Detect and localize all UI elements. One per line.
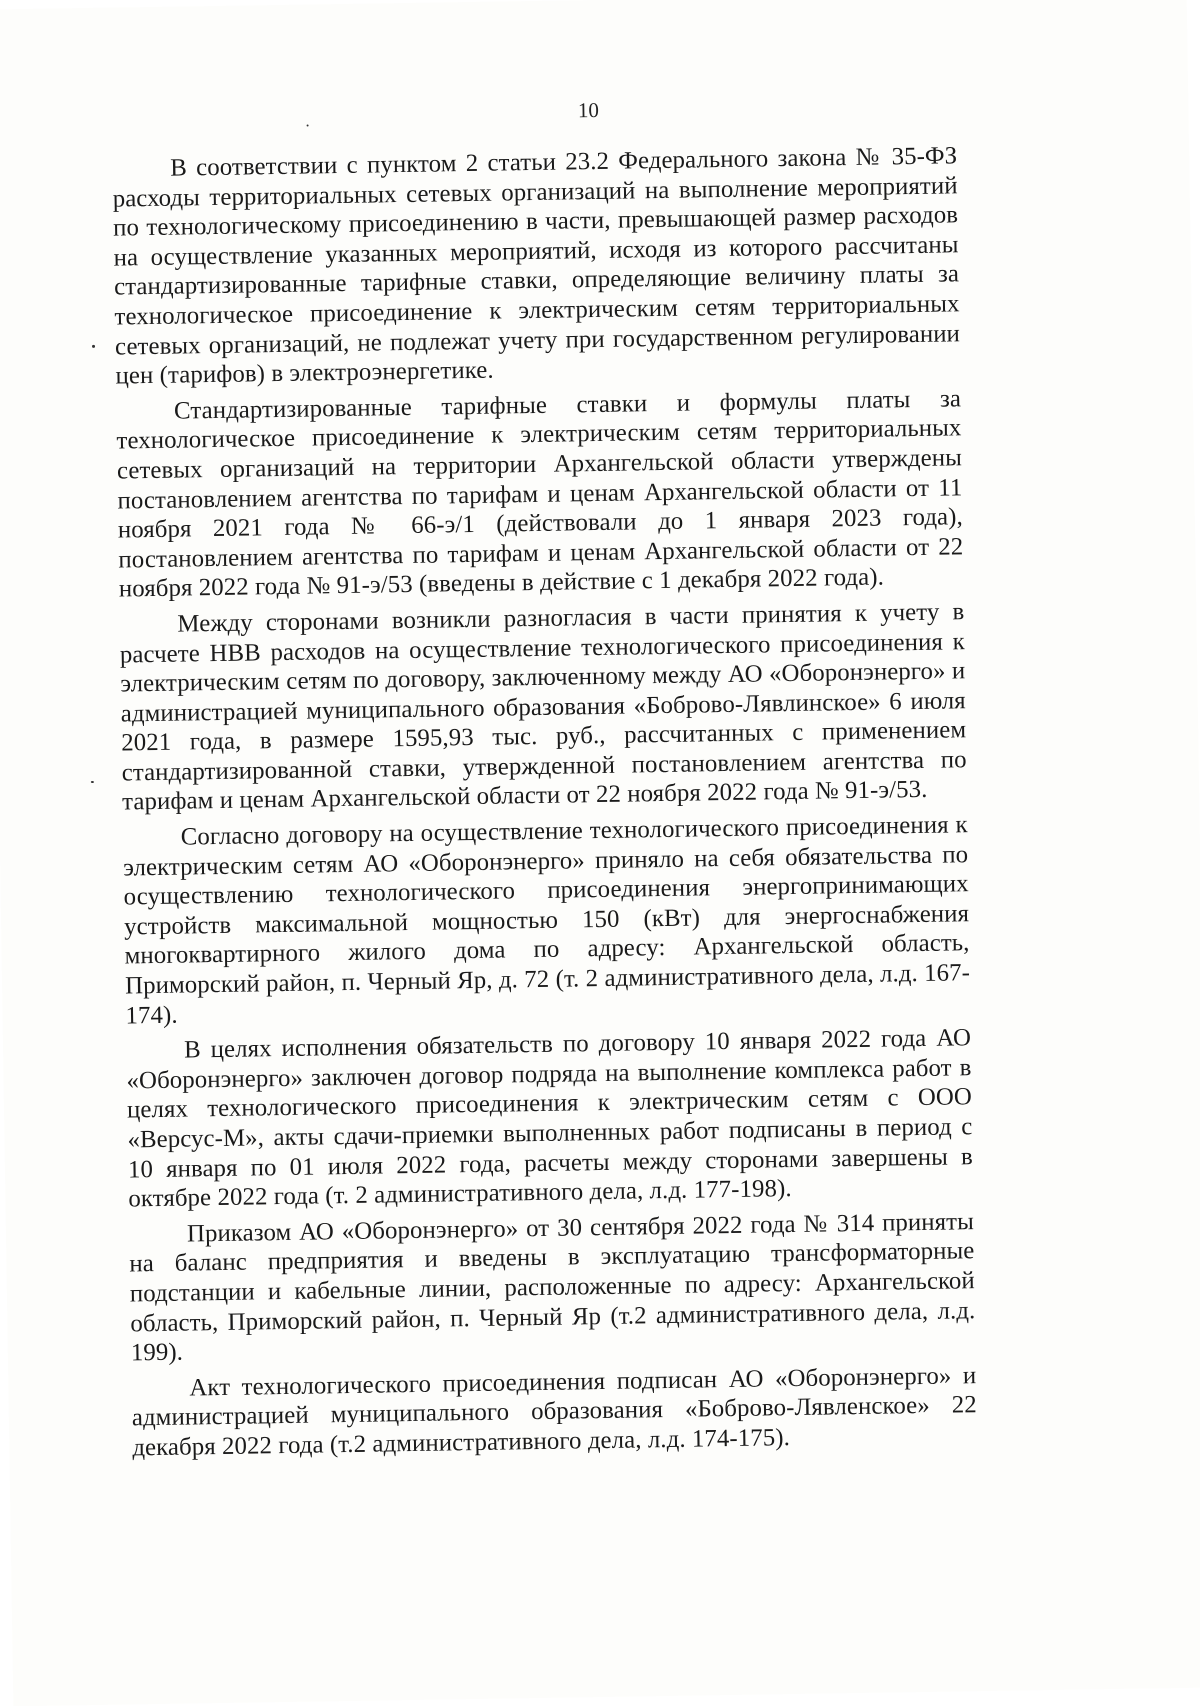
paragraph-1: В соответствии с пунктом 2 статьи 23.2 Федерального закона № 35-ФЗ расходы территориальных сетевых организаций на выполнение мероприятий по технологическому присоединению в части, превышающей размер расходов на осуществление указанных мероприятий, исходя из которого рассчитаны стандартизированные тарифные ставки, определяющие величину платы за технологическое присоединение к электрическим сетям территориальных сетевых организаций, не подлежат учету при государственном регулировании цен (тарифов) в электроэнергетике.	[112, 142, 961, 390]
paragraph-7: Акт технологического присоединения подписан АО «Оборонэнерго» и администрацией муниципального образования «Боброво-Лявленское» 22 декабря 2022 года (т.2 административного дела, л.д. 174-175).	[131, 1361, 977, 1462]
paragraph-5: В целях исполнения обязательств по договору 10 января 2022 года АО «Оборонэнерго» заключен договор подряда на выполнение комплекса работ в целях технологического присоединения к электрическим сетям с ООО «Версус-М», акты сдачи-приемки выполненных работ подписаны в период с 10 января по 01 июля 2022 года, расчеты между сторонами завершены в октябре 2022 года (т. 2 административного дела, л.д. 177-198).	[126, 1024, 974, 1213]
paragraph-4: Согласно договору на осуществление технологического присоединения к электрическим сетям АО «Оборонэнерго» приняло на себя обязательства по осуществлению технологического присоединения энергопринимающих устройств максимальной мощностью 150 (кВт) для энергоснабжения многоквартирного жилого дома по адресу: Архангельской область, Приморский район, п. Черный Яр, д. 72 (т. 2 административного дела, л.д. 167-174).	[123, 811, 971, 1030]
paragraph-6: Приказом АО «Оборонэнерго» от 30 сентября 2022 года № 314 приняты на баланс предприятия и введены в эксплуатацию трансформаторные подстанции и кабельные линии, расположенные по адресу: Архангельской область, Приморский район, п. Черный Яр (т.2 административного дела, л.д. 199).	[129, 1207, 976, 1367]
page-number: 10	[577, 97, 600, 123]
document-body	[112, 141, 978, 1469]
scan-speck	[307, 124, 309, 126]
scan-speck	[92, 345, 95, 348]
paragraph-2: Стандартизированные тарифные ставки и формулы платы за технологическое присоединение к электрическим сетям территориальных сетевых организаций на территории Архангельской области утверждены постановлением агентства по тарифам и ценам Архангельской области от 11 ноября 2021 года № 66-э/1 (действовали до 1 января 2023 года), постановлением агентства по тарифам и ценам Архангельской области от 22 ноября 2022 года № 91-э/53 (введены в действие с 1 декабря 2022 года).	[116, 385, 964, 603]
paragraph-3: Между сторонами возникли разногласия в части принятия к учету в расчете НВВ расходов на осуществление технологического присоединения к электрическим сетям по договору, заключенному между АО «Оборонэнерго» и администрацией муниципального образования «Боброво-Лявлинское» 6 июля 2021 года, в размере 1595,93 тыс. руб., рассчитанных с применением стандартизированной ставки, утвержденной постановлением агентства по тарифам и ценам Архангельской области от 22 ноября 2022 года № 91-э/53.	[119, 598, 967, 816]
scan-speck	[91, 781, 94, 783]
